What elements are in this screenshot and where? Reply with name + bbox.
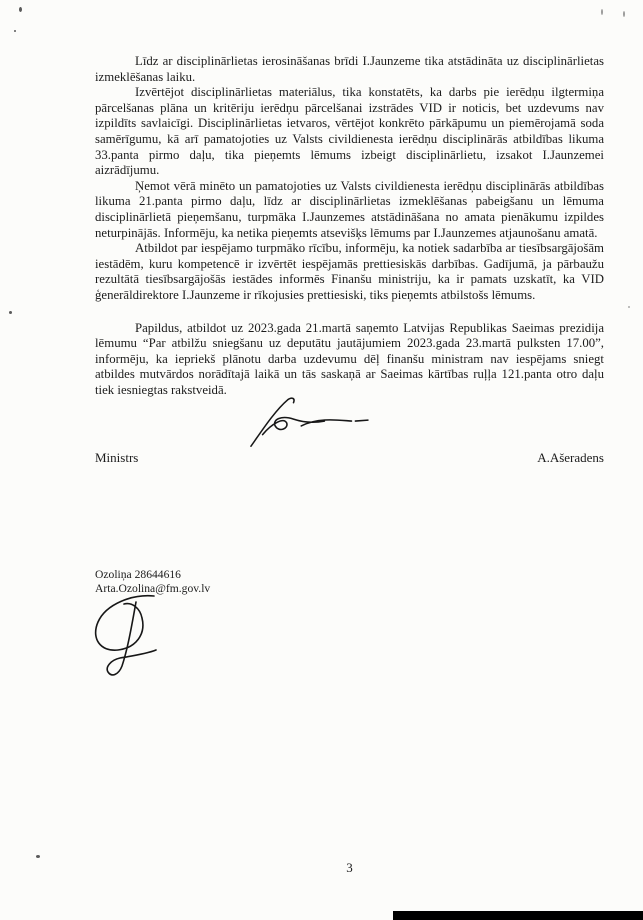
minister-signature: [243, 394, 373, 452]
paragraph-suspension: Līdz ar disciplinārlietas ierosināšanas brīdi I.Jaunzeme tika atstādināta uz disciplinārlietas izmeklēšanas laiku.: [95, 54, 604, 84]
paragraph-saeima-reply: Papildus, atbildot uz 2023.gada 21.martā saņemto Latvijas Republikas Saeimas prezidija lēmumu “Par atbilžu sniegšanu uz deputātu jautājumiem 2023.gada 23.martā pulksten 17.00”, informēju, ka iepriekš plānotu darba uzdevumu dēļ finanšu ministram nav iespējams sniegt atbildes mutvārdos norādītajā laikā un tās saskaņā ar Saeimas kārtības ruļļa 121.panta otro daļu tiek iesniegtas rakstveidā.: [95, 320, 604, 397]
contact-email: Arta.Ozolina@fm.gov.lv: [95, 582, 211, 595]
page-number: 3: [346, 860, 353, 875]
scan-edge-artifact: [393, 911, 643, 920]
scan-artifact: [601, 9, 603, 15]
scan-artifact: [623, 11, 625, 17]
clerk-signature: [84, 590, 189, 682]
signer-name: A.Ašeradens: [537, 450, 604, 465]
paragraph-law-enforcement: Atbildot par iespējamo turpmāko rīcību, informēju, ka notiek sadarbība ar tiesībsargājošām iestādēm, kuru kompetencē ir izvērtēt iespējamās prettiesiskās darbības. Gadījumā, ja pārbaužu rezultātā tiesībsargājošās iestādes informēs Finanšu ministriju, ka ir pamats uzskatīt, ka VID ģenerāldirektore I.Jaunzeme ir rīkojusies prettiesiski, tiks pieņemts atbilstošs lēmums.: [95, 241, 604, 302]
scan-artifact: [36, 855, 40, 858]
signature-row: [95, 450, 604, 466]
scan-artifact: [19, 7, 22, 12]
scan-artifact: [14, 30, 16, 32]
paragraph-disciplinary-findings: Izvērtējot disciplinārlietas materiālus, tika konstatēts, ka darbs pie ierēdņu ilgtermiņa pārcelšanas plāna un kritēriju ierēdņu pārcelšanai izstrādes VID ir noticis, bet uzdevums nav izpildīts savlaicīgi. Disciplinārlietas ietvaros, vērtējot konkrēto pārkāpumu un piemērojamā soda samērīgumu, kā arī pamatojoties uz Valsts civildienesta ierēdņu disciplinārās atbildības likuma 33.panta pirmo daļu, tika pieņemts lēmums izbeigt disciplinārlietu, izsakot I.Jaunzemei aizrādījumu.: [95, 85, 604, 178]
contact-person-phone: Ozoliņa 28644616: [95, 568, 181, 581]
scan-artifact: [628, 306, 630, 308]
paragraph-reinstatement: Ņemot vērā minēto un pamatojoties uz Valsts civildienesta ierēdņu disciplinārās atbildības likuma 21.panta pirmo daļu, līdz ar disciplinārlietas izmeklēšanas pabeigšanu un lēmuma disciplinārlietā pieņemšanu, turpmāka I.Jaunzemes atstādināšana no amata pienākumu izpildes neturpinājās. Informēju, ka netika pieņemts atsevišķs lēmums par I.Jaunzemes atjaunošanu amatā.: [95, 178, 604, 240]
letter-body: [95, 54, 604, 398]
scan-artifact: [9, 311, 12, 314]
signer-title: Ministrs: [95, 450, 139, 465]
